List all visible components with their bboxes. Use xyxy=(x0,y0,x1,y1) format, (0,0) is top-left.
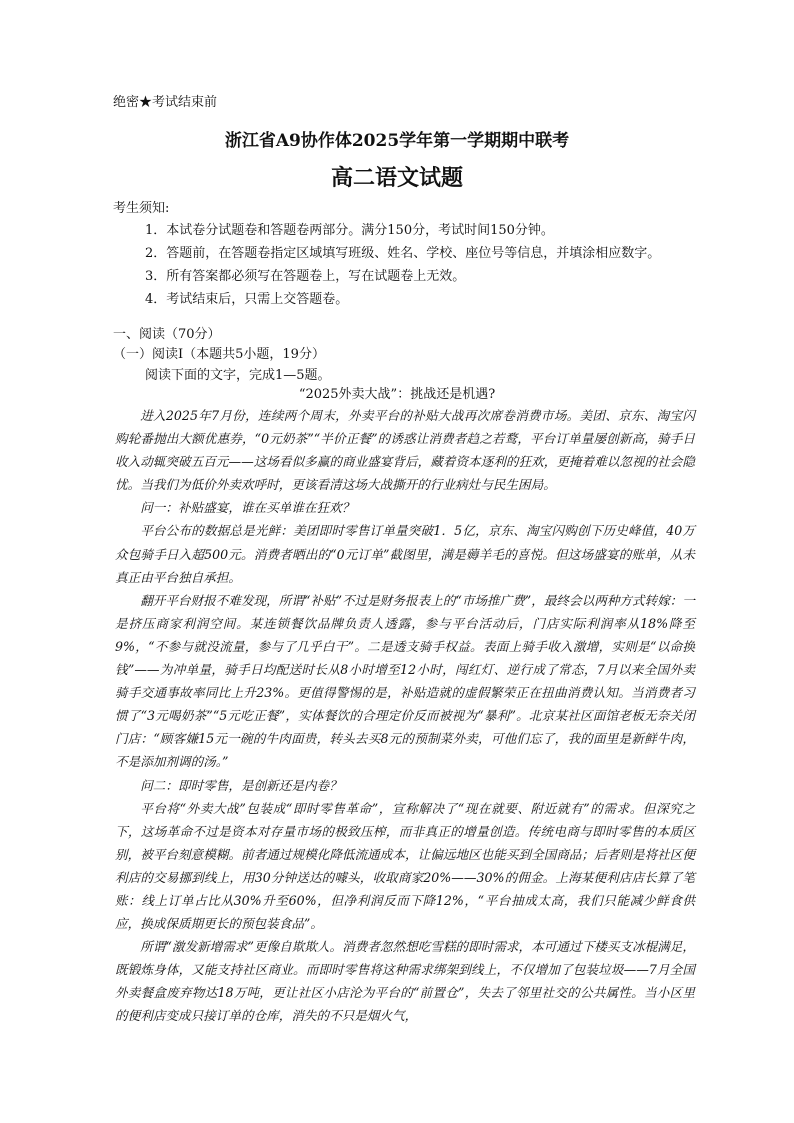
article-paragraph: 翻开平台财报不难发现，所谓“补贴”不过是财务报表上的“市场推广费”，最终会以两种方式转嫁：一是挤压商家利润空间。某连锁餐饮品牌负责人透露，参与平台活动后，门店实际利润率从18%降至9%，“不参与就没流量，参与了几乎白干”。二是透支骑手权益。表面上骑手收入激增，实则是“以命换钱”——为冲单量，骑手日均配送时长从8小时增至12小时，闯红灯、逆行成了常态，7月以来全国外卖骑手交通事故率同比上升23%。更值得警惕的是，补贴造就的虚假繁荣正在扭曲消费认知。当消费者习惯了“3元喝奶茶”“5元吃正餐”，实体餐饮的合理定价反而被视为“暴利”。北京某社区面馆老板无奈关闭门店：“顾客嫌15元一碗的牛肉面贵，转头去买8元的预制菜外卖，可他们忘了，我的面里是新鲜牛肉，不是添加剂调的汤。” xyxy=(115,592,695,770)
article-paragraph: 进入2025年7月份，连续两个周末，外卖平台的补贴大战再次席卷消费市场。美团、京东、淘宝闪购轮番抛出大额优惠券，“0元奶茶”“半价正餐”的诱惑让消费者趋之若鹜，平台订单量屡创新高，骑手日收入动辄突破五百元——这场看似多赢的商业盛宴背后，藏着资本逐利的狂欢，更掩着难以忽视的社会隐忧。当我们为低价外卖欢呼时，更该看清这场大战撕开的行业病灶与民生困局。 xyxy=(115,408,695,493)
notice-item: 2．答题前，在答题卷指定区域填写班级、姓名、学校、座位号等信息，并填涂相应数字。 xyxy=(145,246,661,261)
notice-list xyxy=(145,219,745,311)
reading-instruction: 阅读下面的文字，完成1—5题。 xyxy=(145,368,331,383)
notice-heading: 考生须知: xyxy=(113,201,170,216)
exam-title: 浙江省A9协作体2025学年第一学期期中联考 xyxy=(224,131,570,151)
article-paragraph: 平台将“外卖大战”包装成“即时零售革命”，宣称解决了“现在就要、附近就有”的需求。但深究之下，这场革命不过是资本对存量市场的极致压榨，而非真正的增量创造。传统电商与即时零售的本质区别，被平台刻意模糊。前者通过规模化降低流通成本，让偏远地区也能买到全国商品；后者则是将社区便利店的交易挪到线上，用30分钟送达的噱头，收取商家20%——30%的佣金。上海某便利店店长算了笔账：线上订单占比从30%升至60%，但净利润反而下降12%，“平台抽成太高，我们只能减少鲜食供应，换成保质期更长的预包装食品”。 xyxy=(115,800,695,932)
notice-item: 1．本试卷分试题卷和答题卷两部分。满分150分，考试时间150分钟。 xyxy=(145,223,554,238)
article-paragraph: 平台公布的数据总是光鲜：美团即时零售订单量突破1．5亿，京东、淘宝闪购创下历史峰值，40万众包骑手日入超500元。消费者晒出的“0元订单”截图里，满是薅羊毛的喜悦。但这场盛宴的账单，从未真正由平台独自承担。 xyxy=(115,523,695,585)
article-question-heading: 问二：即时零售，是创新还是内卷？ xyxy=(140,777,342,793)
paper-title: 高二语文试题 xyxy=(330,166,463,191)
section-heading: 一、阅读（70分） xyxy=(113,327,221,342)
article-body xyxy=(115,404,695,1028)
notice-item: 3．所有答案都必须写在答题卷上，写在试题卷上无效。 xyxy=(145,269,466,284)
subsection-heading: （一）阅读Ⅰ（本题共5小题，19分） xyxy=(113,347,325,362)
notice-item: 4．考试结束后，只需上交答题卷。 xyxy=(145,292,349,307)
article-title: “2025外卖大战”：挑战还是机遇? xyxy=(298,387,496,402)
confidential-label: 绝密★考试结束前 xyxy=(113,95,218,110)
article-paragraph: 所谓“激发新增需求”更像自欺欺人。消费者忽然想吃雪糕的即时需求，本可通过下楼买支冰棍满足，既锻炼身体，又能支持社区商业。而即时零售将这种需求绑架到线上，不仅增加了包装垃圾——7月全国外卖餐盒废弃物达18万吨，更让社区小店沦为平台的“前置仓”，失去了邻里社交的公共属性。当小区里的便利店变成只接订单的仓库，消失的不只是烟火气， xyxy=(115,939,695,1024)
article-question-heading: 问一：补贴盛宴，谁在买单谁在狂欢？ xyxy=(140,500,355,516)
